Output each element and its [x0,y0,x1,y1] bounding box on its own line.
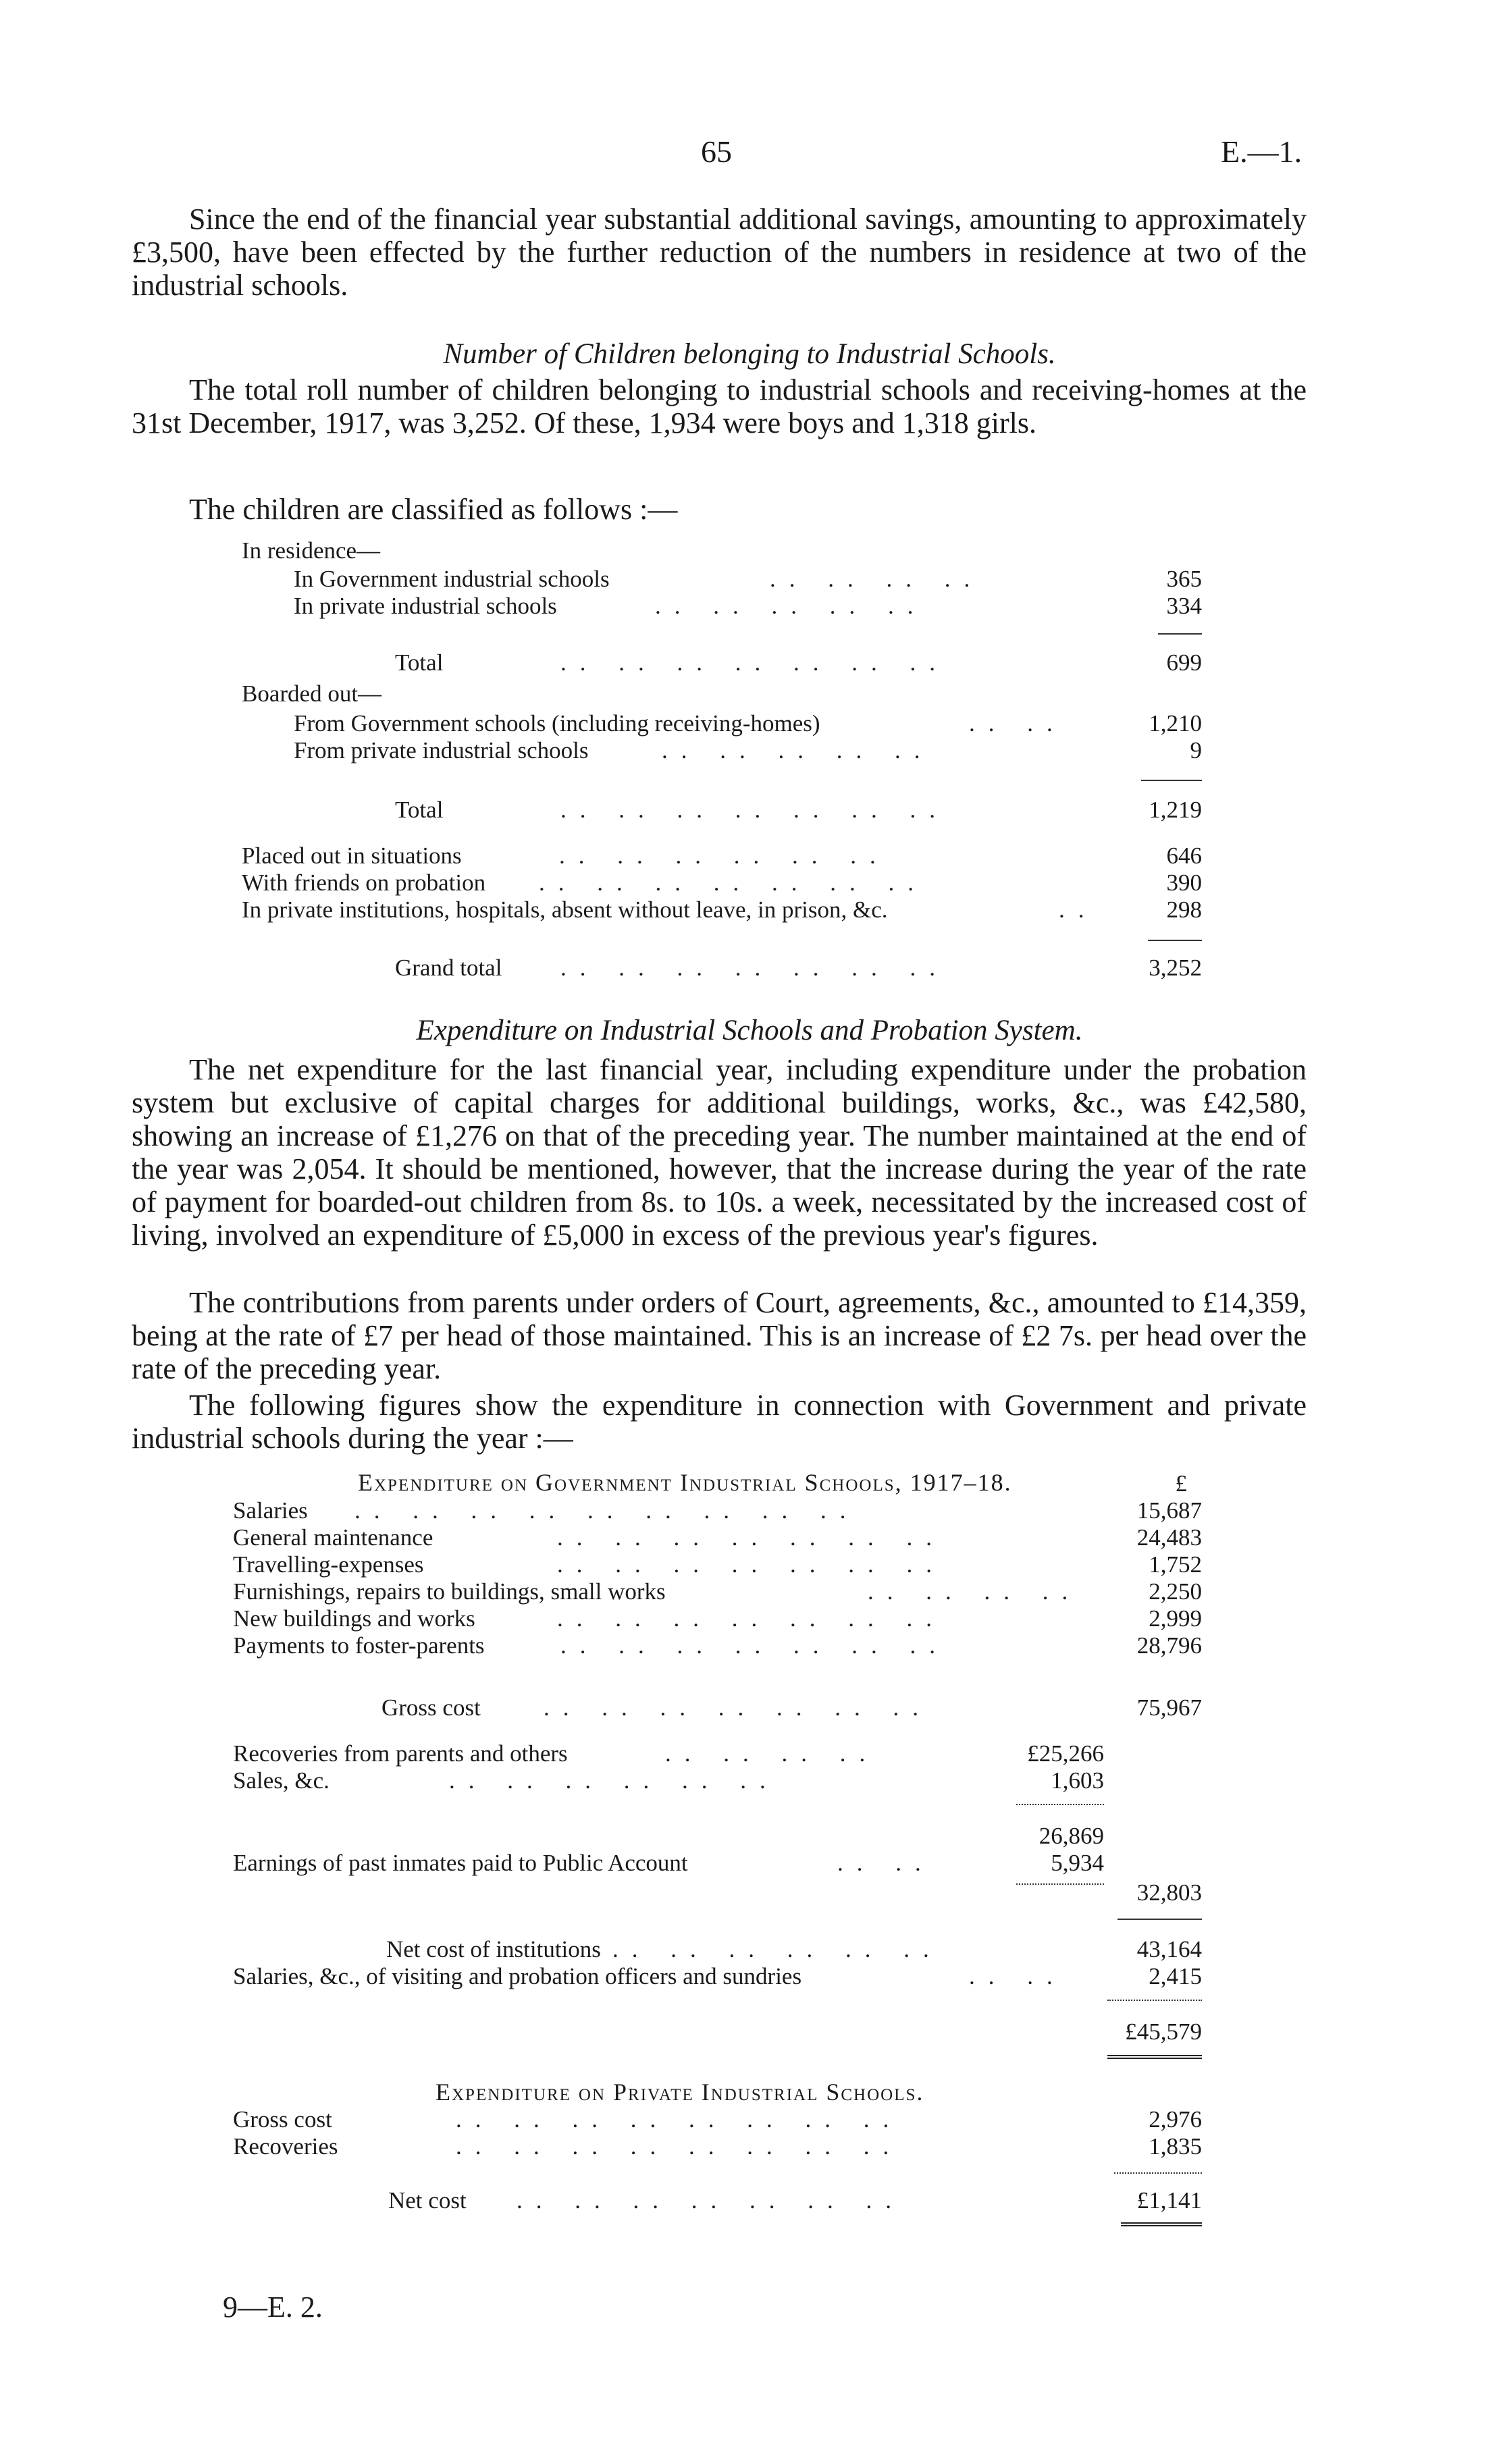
govt-total-value: £45,579 [1125,2018,1202,2045]
table-row: Placed out in situations .. .. .. .. .. .. 646 [242,842,1202,869]
intro-paragraph: Since the end of the financial year substantial additional savings, amounting to approximately £3,500, have been effected by the further reduction of the numbers in residence at two of the industrial schools. [132,203,1307,302]
row-label: Total [395,649,444,676]
row-label: General maintenance [233,1524,433,1551]
subtotal-rule [1117,1919,1202,1920]
row-value: 1,219 [1149,797,1202,823]
table-row: Recoveries .. .. .. .. .. .. .. .. 1,835 [233,2133,1202,2160]
table-row: In private institutions, hospitals, absent without leave, in prison, &c. .. 298 [242,896,1202,923]
row-label: Net cost [388,2187,467,2214]
private-expenditure-title: Expenditure on Private Industrial Schools. [436,2079,924,2106]
total-double-rule [1107,2055,1202,2059]
row-label: Gross cost [382,1694,481,1721]
row-label: Furnishings, repairs to buildings, small works [233,1578,666,1605]
signature-mark: 9—E. 2. [223,2291,323,2324]
row-value: 365 [1166,566,1202,592]
row-label: Net cost of institutions [386,1936,601,1962]
row-label: In private institutions, hospitals, absent without leave, in prison, &c. [242,896,888,923]
table-row: Total .. .. .. .. .. .. .. 1,219 [395,797,1202,823]
row-label: Recoveries from parents and others [233,1740,568,1767]
table-row: From Government schools (including receiving-homes) .. .. 1,210 [294,710,1202,736]
row-label: In private industrial schools [294,593,557,619]
row-label: Payments to foster-parents [233,1632,485,1659]
row-label: Travelling-expenses [233,1551,424,1578]
row-value: 3,252 [1149,955,1202,981]
row-value: 699 [1166,649,1202,676]
row-value: 334 [1166,593,1202,619]
table-row: Net cost .. .. .. .. .. .. .. £1,141 [388,2187,1202,2214]
figures-intro-paragraph: The following figures show the expenditure in connection with Government and private industrial schools during the year :— [132,1389,1307,1455]
row-value: 1,835 [1149,2133,1202,2160]
row-label: Gross cost [233,2106,332,2133]
table-row: In Government industrial schools .. .. .. .. 365 [294,566,1202,592]
table-row: General maintenance .. .. .. .. .. .. .. 24,483 [233,1524,1202,1551]
table-row: Recoveries from parents and others .. .. .. .. £25,266 [233,1740,1104,1767]
subtotal-rule [1016,1883,1104,1885]
govt-expenditure-title: Expenditure on Government Industrial Schools, 1917–18. [358,1469,1012,1496]
row-value: 2,999 [1149,1605,1202,1632]
row-label: Salaries, &c., of visiting and probation officers and sundries [233,1963,802,1989]
table-row: Gross cost .. .. .. .. .. .. .. 75,967 [382,1694,1202,1721]
classification-intro: The children are classified as follows :— [189,493,678,526]
row-label: From Government schools (including receiving-homes) [294,710,820,736]
table-row: In private industrial schools .. .. .. .. .. 334 [294,593,1202,619]
row-value: 28,796 [1136,1632,1202,1659]
total-double-rule [1121,2222,1202,2226]
row-value: 24,483 [1136,1524,1202,1551]
table-row: Gross cost .. .. .. .. .. .. .. .. 2,976 [233,2106,1202,2133]
table-row: Furnishings, repairs to buildings, small works .. .. .. .. 2,250 [233,1578,1202,1605]
row-value: 390 [1166,869,1202,896]
subtotal-rule [1148,940,1202,941]
document-reference: E.—1. [1221,134,1303,169]
subtotal-rule [1114,2172,1202,2174]
subtotal-rule [1107,2000,1202,2001]
row-value: 2,250 [1149,1578,1202,1605]
subtotal-rule [1141,780,1202,781]
row-label: Sales, &c. [233,1767,330,1794]
row-value: 43,164 [1136,1936,1202,1962]
row-value: 5,934 [1051,1850,1104,1876]
row-value: £1,141 [1136,2187,1202,2214]
row-label: From private industrial schools [294,737,589,764]
children-roll-paragraph: The total roll number of children belonging to industrial schools and receiving-homes at the 31st December, 1917, was 3,252. Of these, 1,934 were boys and 1,318 girls. [132,373,1307,439]
subtotal-value: 26,869 [1038,1823,1104,1849]
section-heading-expenditure: Expenditure on Industrial Schools and Probation System. [416,1015,1083,1046]
row-label: In Government industrial schools [294,566,610,592]
currency-header: £ [1175,1470,1187,1497]
table-row: Total .. .. .. .. .. .. .. 699 [395,649,1202,676]
table-row: Net cost of institutions .. .. .. .. .. .. 43,164 [386,1936,1202,1962]
row-label: New buildings and works [233,1605,475,1632]
row-label: Recoveries [233,2133,338,2160]
row-label: Earnings of past inmates paid to Public Account [233,1850,688,1876]
section-heading-children: Number of Children belonging to Industrial Schools. [443,338,1056,370]
table-row: New buildings and works .. .. .. .. .. .. .. 2,999 [233,1605,1202,1632]
table-row: From private industrial schools .. .. .. .. .. 9 [294,737,1202,764]
row-value: 2,415 [1149,1963,1202,1989]
row-label: Total [395,797,444,823]
table-row: Payments to foster-parents .. .. .. .. .. .. .. 28,796 [233,1632,1202,1659]
table-row: Salaries .. .. .. .. .. .. .. .. .. 15,687 [233,1497,1202,1524]
table-row: Travelling-expenses .. .. .. .. .. .. .. 1,752 [233,1551,1202,1578]
net-expenditure-paragraph: The net expenditure for the last financial year, including expenditure under the probation system but exclusive of capital charges for additional buildings, works, &c., was £42,580, showing an increase of £1,276 on that of the preceding year. The number maintained at the end of the year was 2,054. It should be mentioned, however, that the increase during the year of the rate of payment for boarded-out children from 8s. to 10s. a week, necessitated by the increased cost of living, involved an expenditure of £5,000 in excess of the previous year's figures. [132,1053,1307,1252]
row-value: 1,752 [1149,1551,1202,1578]
row-value: 75,967 [1136,1694,1202,1721]
table-row: Earnings of past inmates paid to Public Account .. .. 5,934 [233,1850,1104,1876]
row-value: 646 [1166,842,1202,869]
contributions-paragraph: The contributions from parents under orders of Court, agreements, &c., amounted to £14,359, being at the rate of £7 per head of those maintained. This is an increase of £2 7s. per head over the rate of the preceding year. [132,1286,1307,1385]
subtotal-rule [1016,1804,1104,1805]
row-value: 1,603 [1051,1767,1104,1794]
document-page: 65 E.—1. Since the end of the financial year substantial additional savings, amounting to approximately £3,500, have been effected by the further reduction of the numbers in residence at two of the industrial schools. Number of Children belonging to Industrial Schools. The total roll number of children belonging to industrial schools and receiving-homes at the 31st December, 1917, was 3,252. Of these, 1,934 were boys and 1,318 girls. The children are classified as follows :— In residence— In Government industrial schools .. .. .. .. 365 In private industrial schools .. .. .. .. .. 334 Total .. .. .. .. .. .. .. 699 Boarded out— From Government schools (including receiving-homes) .. .. 1,210 From private industrial schools .. .. .. .. .. 9 Total .. .. .. .. .. .. .. 1,219 Placed out in situations .. .. .. .. .. .. 646 With friends on probation .. .. .. .. .. .. .. 390 In private institutions, hospitals, absent without leave, in prison, &c. .. 298 Grand total .. .. .. .. .. .. .. 3,252 Expenditure on Industrial Schools and Probation System. The net expenditure for the last financial year, including expenditure under the probation system but exclusive of capital charges for additional buildings, works, &c., was £42,580, showing an increase of £1,276 on that of the preceding year. The number maintained at the end of the year was 2,054. It should be mentioned, however, that the increase during the year of the rate of payment for boarded-out children from 8s. to 10s. a week, necessitated by the increased cost of living, involved an expenditure of £5,000 in excess of the previous year's figures. The contributions from parents under orders of Court, agreements, &c., amounted to £14,359, being at the rate of £7 per head of those maintained. This is an increase of £2 7s. per head over the rate of the preceding year. The following figures show the expenditure in connection with Government and private industrial schools during the year :— Expenditure on Government Industrial Schools, 1917–18. £ Salaries .. .. .. .. .. .. .. .. .. 15,687 General maintenance .. .. .. .. .. .. .. 24,483 Travelling-expenses .. .. .. .. .. .. .. 1,752 Furnishings, repairs to buildings, small works .. .. .. .. 2,250 New buildings and works .. .. .. .. .. .. .. 2,999 Payments to foster-parents .. .. .. .. .. .. .. 28,796 Gross cost .. .. .. .. .. .. .. 75,967 Recoveries from parents and others .. .. .. .. £25,266 Sales, &c. .. .. .. .. .. .. 1,603 26,869 Earnings of past inmates paid to Public Account .. .. 5,934 32,803 Net cost of institutions .. .. .. .. .. .. 43,164 Salaries, &c., of visiting and probation officers and sundries .. .. 2,415 £45,579 Expenditure on Private Industrial Schools. Gross cost .. .. .. .. .. .. .. .. 2,976 Recoveries .. .. .. .. .. .. .. .. 1,835 Net cost .. .. .. .. .. .. .. £1,141 9—E. 2. [0,0,1499,2464]
row-label: With friends on probation [242,869,486,896]
row-value: 15,687 [1136,1497,1202,1524]
row-label: Salaries [233,1497,308,1524]
table-row: Grand total .. .. .. .. .. .. .. 3,252 [395,955,1202,981]
subtotal-rule [1158,633,1202,635]
deductions-value: 32,803 [1136,1879,1202,1906]
row-label: Placed out in situations [242,842,462,869]
row-value: 1,210 [1149,710,1202,736]
table-row: Salaries, &c., of visiting and probation officers and sundries .. .. 2,415 [233,1963,1202,1989]
row-value: 2,976 [1149,2106,1202,2133]
row-value: £25,266 [1027,1740,1104,1767]
table-row: Sales, &c. .. .. .. .. .. .. 1,603 [233,1767,1104,1794]
row-value: 298 [1166,896,1202,923]
row-label: Grand total [395,955,502,981]
page-number: 65 [701,134,732,169]
row-value: 9 [1190,737,1202,764]
table-row: With friends on probation .. .. .. .. .. .. .. 390 [242,869,1202,896]
